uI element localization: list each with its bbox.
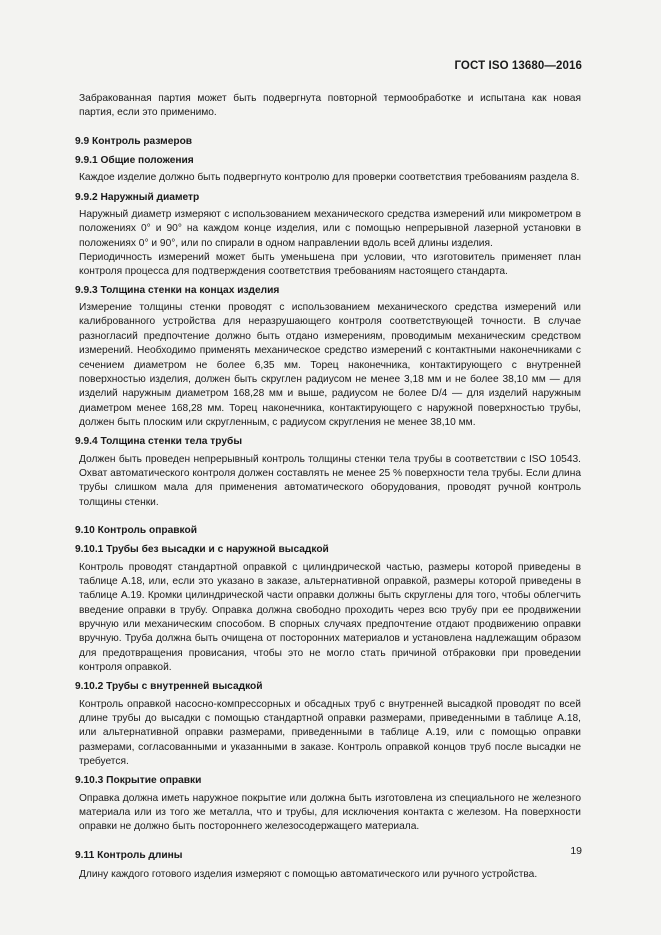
body-paragraph: Периодичность измерений может быть уменьшена при условии, что изготовитель применяет план контроля процесса для подтверждения соответствия требованиям настоящего стандарта. <box>79 252 581 278</box>
section-heading: 9.10.2 Трубы с внутренней высадкой <box>75 681 263 693</box>
section-heading: 9.9.1 Общие положения <box>75 155 194 167</box>
body-paragraph: Наружный диаметр измеряют с использованием механического средства измерений или микрометром в положениях 0° и 90° на каждом конце изделия, или с помощью непрерывной лазерной установки в положениях 0° и 90°, или по спирали в одном направлении вдоль всей длины изделия. <box>79 209 581 249</box>
body-paragraph: Длину каждого готового изделия измеряют с помощью автоматического или ручного устройства. <box>79 869 538 881</box>
body-paragraph: Каждое изделие должно быть подвергнуто контролю для проверки соответствия требованиям раздела 8. <box>79 172 580 184</box>
body-paragraph: Контроль оправкой насосно-компрессорных и обсадных труб с внутренней высадкой проводят по всей длине трубы до высадки с помощью стандартной оправки размерами, приведенными в таблице А.18, или альтернативной оправки размерами, приведенными в таблице А.19, или с помощью оправки размерами, согласованными и указанными в заказе. Контроль оправкой концов труб после высадки не требуется. <box>79 698 581 768</box>
section-heading: 9.10.3 Покрытие оправки <box>75 775 202 787</box>
section-heading: 9.9.3 Толщина стенки на концах изделия <box>75 284 280 296</box>
body-paragraph: Оправка должна иметь наружное покрытие или должна быть изготовлена из специального не железного материала или из того же металла, что и трубы, для исключения контакта с железом. На поверхности оправки не должно быть постороннего железосодержащего материала. <box>79 792 581 833</box>
section-heading: 9.10.1 Трубы без высадки и с наружной высадкой <box>75 544 329 556</box>
section-heading: 9.11 Контроль длины <box>75 849 183 861</box>
body-paragraph: Забракованная партия может быть подвергнута повторной термообработке и испытана как новая партия, если это применимо. <box>79 93 581 119</box>
section-heading: 9.9 Контроль размеров <box>75 135 193 147</box>
section-heading: 9.9.2 Наружный диаметр <box>75 191 200 203</box>
body-paragraph: Должен быть проведен непрерывный контроль толщины стенки тела трубы в соответствии с ISO 10543. Охват автоматического контроля должен составлять не менее 25 % поверхности тела трубы. Если длина трубы слишком мала для применения автоматического оборудования, проводят ручной контроль толщины стенки. <box>79 453 581 508</box>
body-paragraph: Контроль проводят стандартной оправкой с цилиндрической частью, размеры которой приведены в таблице А.18, или, если это указано в заказе, альтернативной оправкой, размеры которой приведены в таблице А.19. Кромки цилиндрической части оправки должны быть скруглены для того, чтобы облегчить введение оправки в трубу. Оправка должна свободно проходить через всю трубу при ее продвижении вручную или механическим способом. В спорных случаях предпочтение отдают продвижению оправки вручную. Труба должна быть очищена от посторонних материалов и установлена надлежащим образом для предотвращения провисания, чтобы это не могло стать причиной отбраковки при проведении контроля оправкой. <box>79 561 581 674</box>
section-heading: 9.10 Контроль оправкой <box>75 524 197 536</box>
document-header: ГОСТ ISO 13680—2016 <box>454 60 582 72</box>
document-body <box>75 92 581 883</box>
section-heading: 9.9.4 Толщина стенки тела трубы <box>75 436 243 448</box>
body-paragraph: Измерение толщины стенки проводят с использованием механического средства измерений или калиброванного устройства для неразрушающего контроля соответствующей точности. В случае разногласий предпочтение должно быть отдано измерениям, проводимым механическим средством измерений. Необходимо применять механическое средство измерений с контактными наконечниками с сечением диаметром не более 6,35 мм. Торец наконечника, контактирующего с внутренней поверхностью изделия, должен быть скруглен радиусом не менее 3,18 мм и не более 38,10 мм — для изделий наружным диаметром 168,28 мм и выше, радиусом не более D/4 — для изделий наружным диаметром менее 168,28 мм. Торец наконечника, контактирующего с наружной поверхностью трубы, должен быть плоским или скругленным, с радиусом скругления не менее 38,10 мм. <box>79 302 581 428</box>
page-number: 19 <box>570 845 582 857</box>
